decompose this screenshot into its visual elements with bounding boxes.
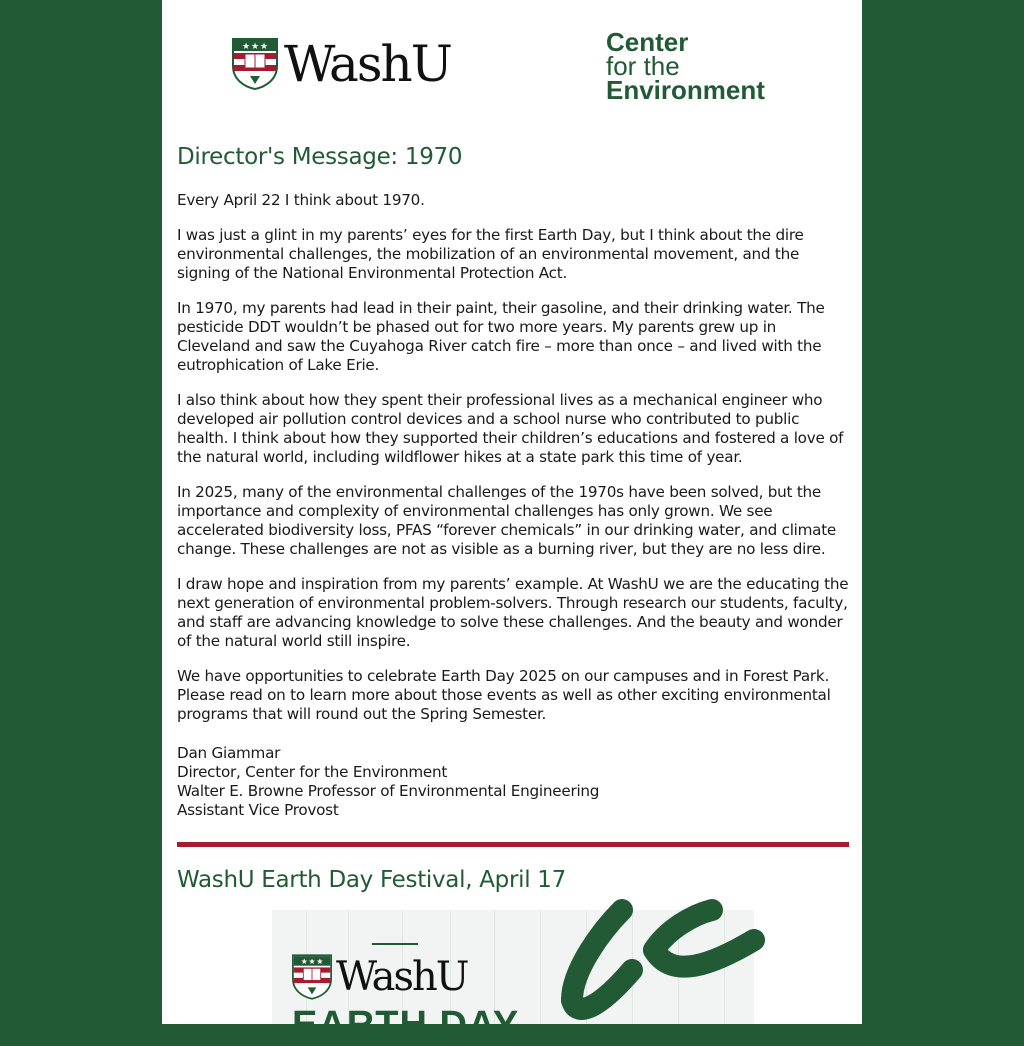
newsletter-content: [177, 144, 849, 893]
message-paragraph: Every April 22 I think about 1970.: [177, 191, 425, 209]
banner-washu-wordmark: WashU: [336, 954, 468, 1000]
message-paragraph: In 2025, many of the environmental challenges of the 1970s have been solved, but the importance and complexity of environmental challenges has only grown. We see accelerated biodiversity loss, PFAS “forever chemicals” in our drinking water, and climate change. These challenges are not as visible as a burning river, but they are no less dire.: [177, 483, 837, 558]
svg-text:★: ★: [308, 956, 316, 966]
svg-text:★: ★: [260, 42, 269, 52]
directors-message-body: [177, 191, 849, 724]
newsletter-page: [162, 0, 862, 1046]
banner-earth-day-title: EARTH DAY: [292, 1004, 520, 1046]
washu-logo[interactable]: [232, 35, 451, 93]
newsletter-header: [162, 0, 862, 140]
svg-text:★: ★: [251, 42, 260, 52]
washu-wordmark: WashU: [284, 35, 451, 93]
earth-day-festival-heading: WashU Earth Day Festival, April 17: [177, 867, 566, 893]
signature-title: Director, Center for the Environment: [177, 763, 448, 781]
directors-message-heading: Director's Message: 1970: [177, 144, 463, 170]
svg-text:★: ★: [242, 42, 251, 52]
washu-shield-icon: [232, 38, 278, 90]
signature-title: Walter E. Browne Professor of Environmental Engineering: [177, 782, 600, 800]
cfe-logo-line-2: for the: [606, 51, 680, 81]
message-paragraph: We have opportunities to celebrate Earth Day 2025 on our campuses and in Forest Park. Please read on to learn more about those events as well as other exciting environmental programs that will round out the Spring Semester.: [177, 667, 831, 723]
signature-block: [177, 744, 849, 820]
message-paragraph: I was just a glint in my parents’ eyes for the first Earth Day, but I think about the dire environmental challenges, the mobilization of an environmental movement, and the signing of the National Environmental Protection Act.: [177, 226, 804, 282]
svg-text:★: ★: [316, 956, 324, 966]
svg-text:★: ★: [300, 956, 308, 966]
banner-rule: [372, 943, 418, 945]
banner-washu-logo: [292, 954, 467, 1000]
message-paragraph: In 1970, my parents had lead in their paint, their gasoline, and their drinking water. The pesticide DDT wouldn’t be phased out for two more years. My parents grew up in Cleveland and saw the Cuyahoga River catch fire – more than once – and lived with the eutrophication of Lake Erie.: [177, 299, 825, 374]
signature-name: Dan Giammar: [177, 744, 281, 762]
center-for-environment-logo[interactable]: [606, 27, 765, 105]
signature-title: Assistant Vice Provost: [177, 801, 339, 819]
earth-day-banner-image[interactable]: [272, 910, 754, 1046]
cfe-logo-line-3: Environment: [606, 75, 765, 105]
message-paragraph: I draw hope and inspiration from my parents’ example. At WashU we are the educating the next generation of environmental problem-solvers. Through research our students, faculty, and staff are advancing knowledge to solve these challenges. And the beauty and wonder of the natural world still inspire.: [177, 575, 849, 650]
message-paragraph: I also think about how they spent their professional lives as a mechanical engineer who developed air pollution control devices and a school nurse who contributed to public health. I think about how they supported their children’s educations and fostered a love of the natural world, including wildflower hikes at a state park this time of year.: [177, 391, 844, 466]
section-divider: [177, 842, 849, 847]
washu-shield-icon: [292, 954, 332, 1000]
cfe-logo-line-1: Center: [606, 27, 689, 57]
